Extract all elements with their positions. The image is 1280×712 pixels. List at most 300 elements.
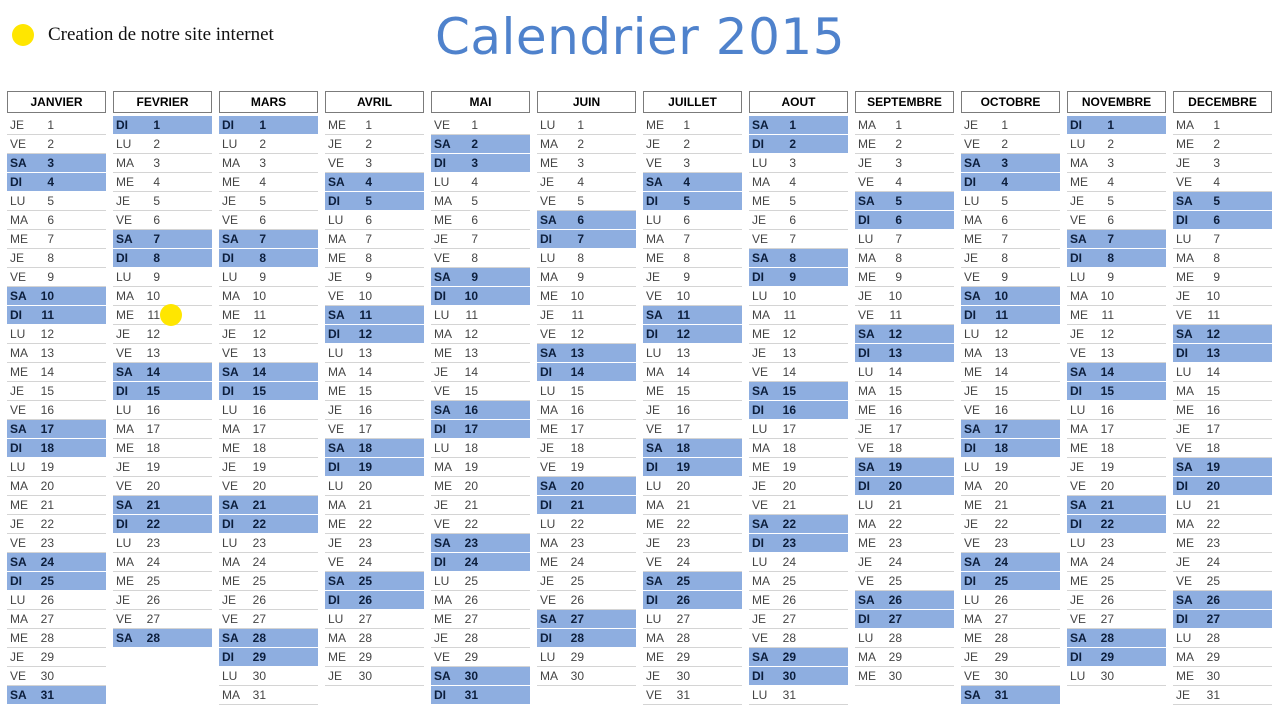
weekday-abbr: JE [964,118,979,132]
day-row [431,268,530,287]
day-row [7,363,106,382]
day-row [749,192,848,211]
day-row [7,439,106,458]
weekday-abbr: MA [328,498,346,512]
calendar-grid [7,91,1272,705]
day-number: 27 [252,612,266,626]
day-number: 30 [358,669,372,683]
weekday-abbr: SA [964,688,981,702]
day-number: 5 [789,194,796,208]
day-row [961,534,1060,553]
weekday-abbr: DI [222,118,234,132]
day-row [643,515,742,534]
day-row [431,553,530,572]
day-number: 16 [782,403,796,417]
day-number: 18 [358,441,372,455]
weekday-abbr: SA [646,441,663,455]
weekday-abbr: ME [1176,403,1194,417]
day-row [113,496,212,515]
day-number: 18 [464,441,478,455]
weekday-abbr: VE [434,650,451,664]
weekday-abbr: ME [540,156,558,170]
day-row [1173,629,1272,648]
day-row [7,458,106,477]
weekday-abbr: LU [434,441,450,455]
weekday-abbr: LU [222,137,238,151]
weekday-abbr: VE [752,631,769,645]
day-number: 7 [1213,232,1220,246]
day-row [537,477,636,496]
weekday-abbr: JE [540,308,555,322]
weekday-abbr: DI [752,403,764,417]
day-number: 8 [683,251,690,265]
day-number: 26 [676,593,690,607]
day-number: 5 [683,194,690,208]
day-row [749,515,848,534]
day-row [1173,325,1272,344]
day-row [113,477,212,496]
weekday-abbr: MA [646,365,664,379]
day-row [1067,154,1166,173]
day-row [537,363,636,382]
weekday-abbr: ME [434,346,452,360]
day-row [537,610,636,629]
weekday-abbr: ME [646,251,664,265]
weekday-abbr: SA [1070,232,1087,246]
day-row [961,287,1060,306]
weekday-abbr: MA [10,612,28,626]
day-row [113,173,212,192]
day-row [749,135,848,154]
weekday-abbr: VE [752,232,769,246]
day-number: 27 [358,612,372,626]
weekday-abbr: VE [434,118,451,132]
day-number: 24 [676,555,690,569]
weekday-abbr: MA [964,346,982,360]
weekday-abbr: MA [222,422,240,436]
weekday-abbr: JE [1070,593,1085,607]
day-number: 24 [888,555,902,569]
day-row [537,553,636,572]
weekday-abbr: LU [646,346,662,360]
day-number: 16 [358,403,372,417]
day-number: 4 [47,175,54,189]
day-row [325,173,424,192]
day-number: 30 [676,669,690,683]
weekday-abbr: VE [1070,479,1087,493]
day-number: 9 [1107,270,1114,284]
day-row [961,572,1060,591]
day-number: 20 [570,479,584,493]
weekday-abbr: DI [964,175,976,189]
day-number: 13 [252,346,266,360]
weekday-abbr: VE [752,365,769,379]
day-row [431,591,530,610]
day-number: 27 [464,612,478,626]
weekday-abbr: VE [116,346,133,360]
weekday-abbr: ME [116,308,134,322]
day-row [961,173,1060,192]
day-row [325,629,424,648]
day-row [7,420,106,439]
weekday-abbr: SA [858,460,875,474]
weekday-abbr: SA [858,593,875,607]
day-number: 11 [1101,308,1114,322]
day-number: 28 [358,631,372,645]
day-row [855,477,954,496]
weekday-abbr: VE [328,555,345,569]
day-row [1173,420,1272,439]
weekday-abbr: ME [646,517,664,531]
day-number: 8 [1107,251,1114,265]
weekday-abbr: VE [10,669,27,683]
day-number: 7 [47,232,54,246]
day-row [113,610,212,629]
day-number: 11 [677,308,690,322]
weekday-abbr: SA [222,232,239,246]
day-row [537,249,636,268]
day-number: 9 [1213,270,1220,284]
weekday-abbr: MA [1176,118,1194,132]
day-number: 29 [252,650,266,664]
day-row [1173,515,1272,534]
weekday-abbr: DI [858,213,870,227]
day-row [749,591,848,610]
day-number: 12 [782,327,796,341]
weekday-abbr: SA [10,289,27,303]
day-number: 4 [259,175,266,189]
day-number: 19 [1100,460,1114,474]
day-row [855,249,954,268]
day-number: 22 [1100,517,1114,531]
day-number: 12 [1206,327,1220,341]
day-number: 21 [782,498,796,512]
day-row [1067,192,1166,211]
weekday-abbr: VE [540,460,557,474]
day-number: 3 [895,156,902,170]
day-number: 31 [676,688,690,702]
day-number: 15 [782,384,796,398]
weekday-abbr: VE [434,517,451,531]
weekday-abbr: DI [328,460,340,474]
weekday-abbr: ME [222,175,240,189]
weekday-abbr: DI [434,289,446,303]
day-row [961,648,1060,667]
weekday-abbr: ME [10,232,28,246]
weekday-abbr: VE [1176,308,1193,322]
day-row [1067,173,1166,192]
day-number: 10 [570,289,584,303]
day-row [1173,287,1272,306]
day-number: 13 [782,346,796,360]
day-number: 15 [1206,384,1220,398]
day-row [961,116,1060,135]
weekday-abbr: LU [1176,365,1192,379]
day-number: 17 [888,422,902,436]
day-number: 1 [577,118,584,132]
day-row [537,534,636,553]
day-row [643,610,742,629]
day-row [961,420,1060,439]
weekday-abbr: DI [434,422,446,436]
day-number: 8 [365,251,372,265]
weekday-abbr: LU [1176,232,1192,246]
day-number: 6 [471,213,478,227]
weekday-abbr: LU [858,631,874,645]
weekday-abbr: LU [540,251,556,265]
day-number: 14 [1206,365,1220,379]
day-number: 3 [153,156,160,170]
day-number: 23 [1100,536,1114,550]
day-number: 30 [252,669,266,683]
weekday-abbr: JE [116,327,131,341]
day-row [855,553,954,572]
day-row [325,135,424,154]
day-row [7,173,106,192]
weekday-abbr: MA [434,593,452,607]
day-number: 5 [1213,194,1220,208]
day-number: 25 [1206,574,1220,588]
day-row [749,629,848,648]
day-number: 10 [1206,289,1220,303]
day-number: 13 [676,346,690,360]
weekday-abbr: ME [646,650,664,664]
day-row [1173,591,1272,610]
weekday-abbr: SA [752,251,769,265]
weekday-abbr: ME [646,118,664,132]
day-number: 4 [1001,175,1008,189]
day-number: 2 [1107,137,1114,151]
day-number: 26 [252,593,266,607]
weekday-abbr: VE [328,422,345,436]
day-row [7,344,106,363]
weekday-abbr: VE [10,270,27,284]
day-row [749,686,848,705]
day-row [113,458,212,477]
day-number: 17 [358,422,372,436]
day-number: 6 [1001,213,1008,227]
weekday-abbr: ME [10,365,28,379]
day-row [537,306,636,325]
day-number: 21 [888,498,902,512]
day-number: 30 [1206,669,1220,683]
day-row [219,496,318,515]
day-number: 7 [471,232,478,246]
weekday-abbr: DI [646,593,658,607]
day-row [749,154,848,173]
day-row [1173,496,1272,515]
day-number: 27 [994,612,1008,626]
day-row [431,610,530,629]
day-number: 5 [577,194,584,208]
day-row [1173,648,1272,667]
day-number: 12 [994,327,1008,341]
weekday-abbr: VE [10,536,27,550]
day-row [961,591,1060,610]
weekday-abbr: MA [10,346,28,360]
day-row [1173,458,1272,477]
day-number: 2 [1213,137,1220,151]
day-row [1067,534,1166,553]
weekday-abbr: VE [116,479,133,493]
day-row [219,686,318,705]
day-number: 18 [1100,441,1114,455]
weekday-abbr: DI [540,631,552,645]
day-row [219,591,318,610]
day-row [7,192,106,211]
day-row [537,458,636,477]
day-number: 22 [676,517,690,531]
day-row [961,610,1060,629]
day-row [1067,667,1166,686]
day-number: 20 [358,479,372,493]
day-number: 11 [147,308,160,322]
weekday-abbr: DI [328,327,340,341]
weekday-abbr: DI [1176,213,1188,227]
weekday-abbr: VE [964,669,981,683]
day-number: 9 [153,270,160,284]
day-row [113,325,212,344]
month-column [855,91,954,705]
day-number: 14 [676,365,690,379]
day-row [113,363,212,382]
day-row [219,667,318,686]
day-number: 1 [1001,118,1008,132]
weekday-abbr: ME [858,137,876,151]
day-number: 3 [683,156,690,170]
month-header: DECEMBRE [1173,91,1272,113]
day-number: 11 [359,308,372,322]
day-number: 19 [1206,460,1220,474]
day-number: 25 [570,574,584,588]
weekday-abbr: MA [752,175,770,189]
day-row [325,287,424,306]
day-number: 25 [994,574,1008,588]
weekday-abbr: MA [964,479,982,493]
day-row [7,116,106,135]
day-row [855,458,954,477]
weekday-abbr: LU [328,612,344,626]
weekday-abbr: JE [1176,156,1191,170]
weekday-abbr: LU [1070,137,1086,151]
day-row [537,268,636,287]
day-number: 2 [789,137,796,151]
page-title: Calendrier 2015 [434,8,846,66]
day-row [537,591,636,610]
weekday-abbr: JE [752,479,767,493]
day-number: 6 [1213,213,1220,227]
day-row [325,591,424,610]
day-number: 6 [47,213,54,227]
weekday-abbr: MA [222,156,240,170]
day-row [113,249,212,268]
day-number: 20 [1100,479,1114,493]
legend-text: Creation de notre site internet [48,24,274,45]
day-number: 12 [146,327,160,341]
day-number: 1 [471,118,478,132]
weekday-abbr: LU [752,688,768,702]
day-number: 24 [252,555,266,569]
day-row [1067,306,1166,325]
day-number: 20 [40,479,54,493]
weekday-abbr: ME [540,289,558,303]
day-row [7,268,106,287]
day-number: 21 [570,498,584,512]
day-number: 1 [683,118,690,132]
day-row [749,553,848,572]
weekday-abbr: SA [858,327,875,341]
day-row [431,496,530,515]
day-row [431,116,530,135]
day-number: 23 [1206,536,1220,550]
day-row [855,230,954,249]
day-row [113,515,212,534]
weekday-abbr: JE [328,137,343,151]
day-number: 10 [888,289,902,303]
weekday-abbr: VE [1176,574,1193,588]
day-number: 18 [252,441,266,455]
day-row [961,211,1060,230]
weekday-abbr: DI [116,118,128,132]
day-number: 11 [571,308,584,322]
day-number: 4 [471,175,478,189]
weekday-abbr: SA [434,669,451,683]
weekday-abbr: JE [434,498,449,512]
day-row [537,154,636,173]
day-row [431,439,530,458]
weekday-abbr: DI [1176,479,1188,493]
day-row [431,249,530,268]
day-row [855,439,954,458]
day-number: 7 [577,232,584,246]
weekday-abbr: MA [540,536,558,550]
day-row [961,458,1060,477]
weekday-abbr: MA [964,612,982,626]
day-row [219,363,318,382]
day-row [1173,477,1272,496]
month-column [1067,91,1166,705]
weekday-abbr: LU [964,327,980,341]
day-row [431,135,530,154]
day-row [855,306,954,325]
weekday-abbr: VE [10,403,27,417]
day-number: 17 [570,422,584,436]
day-number: 20 [146,479,160,493]
weekday-abbr: SA [116,232,133,246]
day-number: 29 [676,650,690,664]
day-row [749,648,848,667]
day-row [537,173,636,192]
day-number: 15 [358,384,372,398]
month-column [1173,91,1272,705]
day-number: 7 [153,232,160,246]
day-row [537,135,636,154]
day-number: 19 [888,460,902,474]
day-row [749,363,848,382]
weekday-abbr: JE [646,669,661,683]
day-number: 24 [40,555,54,569]
day-number: 16 [570,403,584,417]
weekday-abbr: DI [858,346,870,360]
day-number: 14 [570,365,584,379]
weekday-abbr: DI [1070,118,1082,132]
day-row [431,173,530,192]
day-row [537,287,636,306]
weekday-abbr: MA [116,156,134,170]
day-number: 2 [1001,137,1008,151]
weekday-abbr: DI [434,688,446,702]
weekday-abbr: LU [1070,403,1086,417]
